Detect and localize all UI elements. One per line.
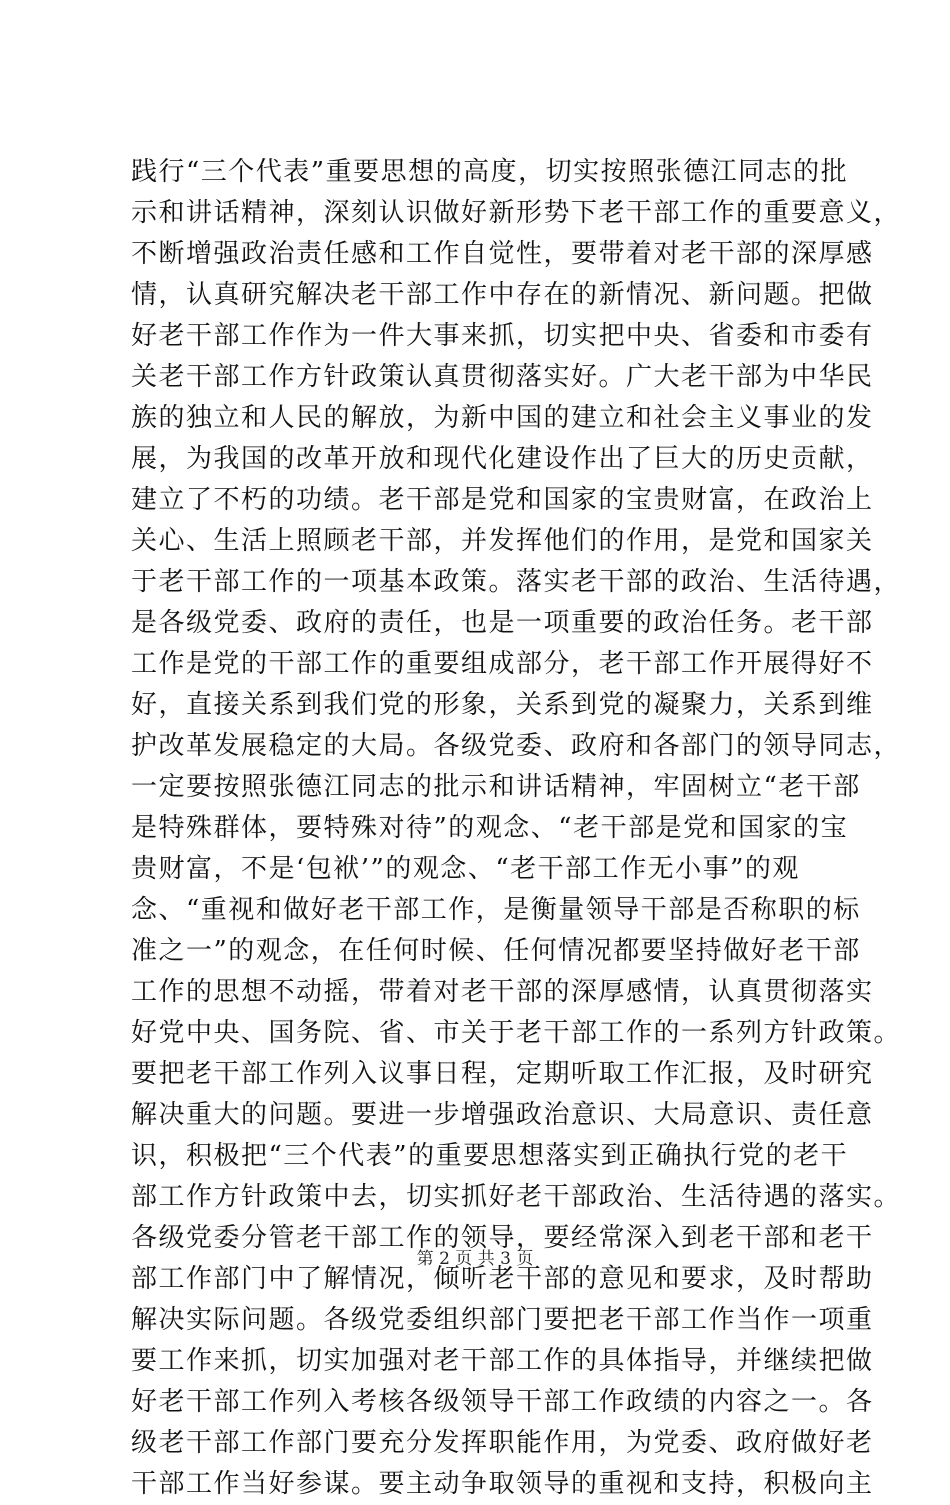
text-line: 好老干部工作作为一件大事来抓，切实把中央、省委和市委有 xyxy=(131,321,874,351)
text-line: 解决重大的问题。要进一步增强政治意识、大局意识、责任意 xyxy=(131,1100,874,1130)
text-line: 要工作来抓，切实加强对老干部工作的具体指导，并继续把做 xyxy=(131,1346,874,1376)
text-line: 关老干部工作方针政策认真贯彻落实好。广大老干部为中华民 xyxy=(131,362,874,392)
text-line: 践行“三个代表”重要思想的高度，切实按照张德江同志的批 xyxy=(131,157,849,187)
page-number-footer: 第 2 页 共 3 页 xyxy=(416,1249,534,1269)
text-line: 识，积极把“三个代表”的重要思想落实到正确执行党的老干 xyxy=(131,1141,849,1171)
text-line: 护改革发展稳定的大局。各级党委、政府和各部门的领导同志， xyxy=(131,731,902,761)
text-line: 是各级党委、政府的责任，也是一项重要的政治任务。老干部 xyxy=(131,608,874,638)
text-line: 族的独立和人民的解放，为新中国的建立和社会主义事业的发 xyxy=(131,403,874,433)
text-line: 工作是党的干部工作的重要组成部分，老干部工作开展得好不 xyxy=(131,649,874,679)
text-line: 不断增强政治责任感和工作自觉性，要带着对老干部的深厚感 xyxy=(131,239,874,269)
text-line: 贵财富，不是‘包袱’”的观念、“老干部工作无小事”的观 xyxy=(131,854,800,884)
text-line: 干部工作当好参谋。要主动争取领导的重视和支持，积极向主 xyxy=(131,1469,874,1499)
text-line: 是特殊群体，要特殊对待”的观念、“老干部是党和国家的宝 xyxy=(131,813,849,843)
text-line: 工作的思想不动摇，带着对老干部的深厚感情，认真贯彻落实 xyxy=(131,977,874,1007)
text-line: 展，为我国的改革开放和现代化建设作出了巨大的历史贡献， xyxy=(131,444,874,474)
text-line: 准之一”的观念，在任何时候、任何情况都要坚持做好老干部 xyxy=(131,936,861,966)
text-line: 解决实际问题。各级党委组织部门要把老干部工作当作一项重 xyxy=(131,1305,874,1335)
text-line: 各级党委分管老干部工作的领导，要经常深入到老干部和老干 xyxy=(131,1223,874,1253)
body-text xyxy=(131,152,902,1505)
text-line: 建立了不朽的功绩。老干部是党和国家的宝贵财富，在政治上 xyxy=(131,485,874,515)
text-line: 部工作部门中了解情况，倾听老干部的意见和要求，及时帮助 xyxy=(131,1264,874,1294)
text-line: 一定要按照张德江同志的批示和讲话精神，牢固树立“老干部 xyxy=(131,772,861,802)
text-line: 情，认真研究解决老干部工作中存在的新情况、新问题。把做 xyxy=(131,280,874,310)
text-line: 念、“重视和做好老干部工作，是衡量领导干部是否称职的标 xyxy=(131,895,861,925)
text-line: 好党中央、国务院、省、市关于老干部工作的一系列方针政策。 xyxy=(131,1018,902,1048)
text-line: 于老干部工作的一项基本政策。落实老干部的政治、生活待遇， xyxy=(131,567,902,597)
text-line: 好老干部工作列入考核各级领导干部工作政绩的内容之一。各 xyxy=(131,1387,874,1417)
text-line: 要把老干部工作列入议事日程，定期听取工作汇报，及时研究 xyxy=(131,1059,874,1089)
text-line: 部工作方针政策中去，切实抓好老干部政治、生活待遇的落实。 xyxy=(131,1182,902,1212)
text-line: 级老干部工作部门要充分发挥职能作用，为党委、政府做好老 xyxy=(131,1428,874,1458)
text-line: 好，直接关系到我们党的形象，关系到党的凝聚力，关系到维 xyxy=(131,690,874,720)
text-line: 关心、生活上照顾老干部，并发挥他们的作用，是党和国家关 xyxy=(131,526,874,556)
text-line: 示和讲话精神，深刻认识做好新形势下老干部工作的重要意义， xyxy=(131,198,902,228)
